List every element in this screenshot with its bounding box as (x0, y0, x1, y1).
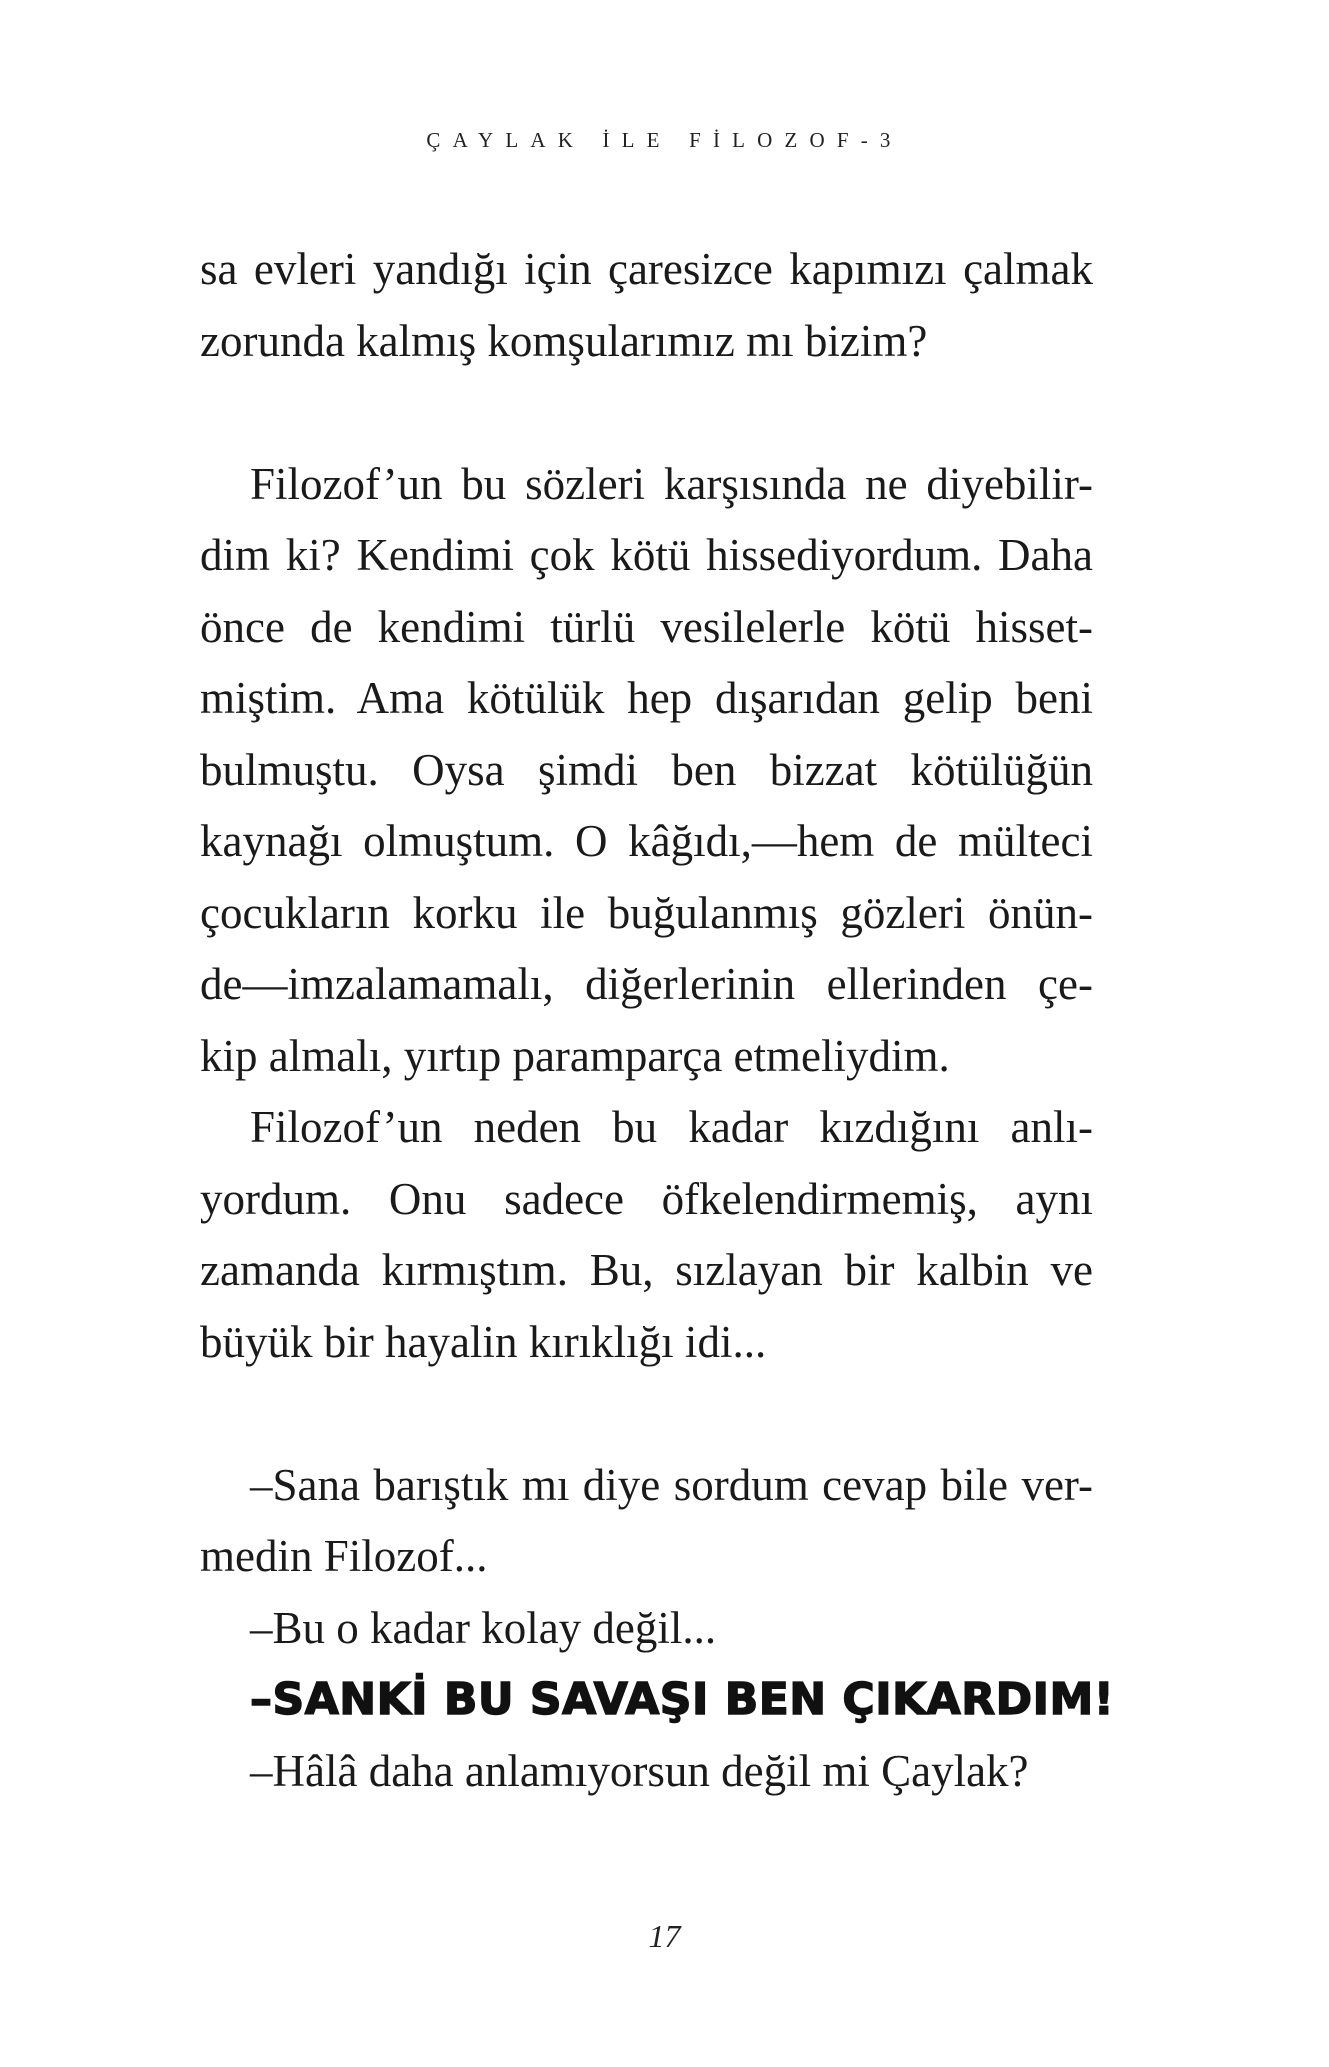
dialogue-line: medin Filozof... (200, 1531, 488, 1581)
page-number: 17 (648, 1918, 681, 1954)
text-line: sa evleri yandığı için çaresizce kapımızı çalmak (200, 244, 1093, 294)
text-line: dim ki? Kendimi çok kötü hissediyordum. Daha (200, 530, 1093, 580)
text-line: yordum. Onu sadece öfkelendirmemiş, aynı (200, 1173, 1093, 1224)
body-text (200, 234, 1115, 1807)
text-line: çocukların korku ile buğulanmış gözleri önün- (200, 887, 1093, 938)
dialogue-line: –Sana barıştık mı diye sordum cevap bile ver- (250, 1459, 1093, 1510)
shouted-dialogue-line: –SANKİ BU SAVAŞI BEN ÇIKARDIM! (250, 1674, 1115, 1725)
text-line: kip almalı, yırtıp paramparça etmeliydim. (200, 1030, 950, 1081)
text-line: de—imzalamamalı, diğerlerinin ellerinden çe- (200, 959, 1093, 1009)
dialogue-line: –Hâlâ daha anlamıyorsun değil mi Çaylak? (250, 1745, 1029, 1796)
text-line: zamanda kırmıştım. Bu, sızlayan bir kalbin ve (200, 1245, 1093, 1295)
running-head: ÇAYLAK İLE FİLOZOF-3 (426, 128, 903, 152)
paragraph-gap (200, 1378, 1093, 1450)
paragraph-gap (200, 377, 1093, 449)
text-line: önce de kendimi türlü vesilelerle kötü hisset- (200, 601, 1093, 652)
dialogue-line: –Bu o kadar kolay değil... (250, 1602, 717, 1653)
text-line: miştim. Ama kötülük hep dışarıdan gelip beni (200, 673, 1093, 723)
text-line: Filozof’un neden bu kadar kızdığını anlı- (250, 1102, 1093, 1152)
text-line: kaynağı olmuştum. O kâğıdı,—hem de mülteci (200, 816, 1093, 866)
text-line: zorunda kalmış komşularımız mı bizim? (200, 315, 928, 366)
text-line: bulmuştu. Oysa şimdi ben bizzat kötülüğün (200, 744, 1093, 795)
text-line: büyük bir hayalin kırıklığı idi... (200, 1316, 767, 1367)
text-line: Filozof’un bu sözleri karşısında ne diyebilir- (250, 458, 1093, 509)
